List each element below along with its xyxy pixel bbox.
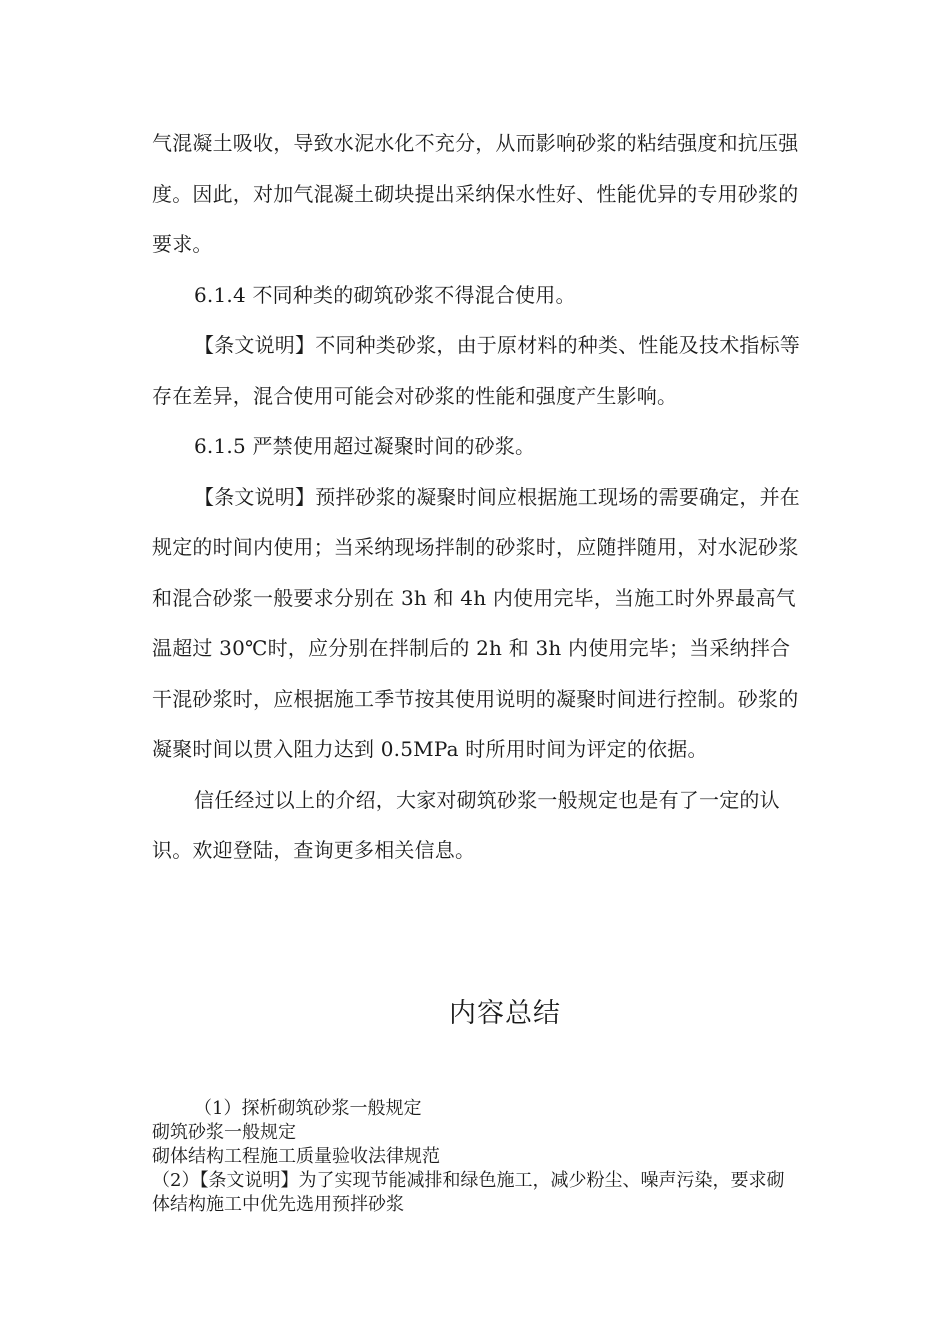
closing-paragraph: 信任经过以上的介绍，大家对砌筑砂浆一般规定也是有了一定的认识。欢迎登陆，查询更多相关信息。	[152, 787, 780, 862]
clause-6-1-5: 6.1.5 严禁使用超过凝聚时间的砂浆。	[194, 434, 536, 458]
summary-section	[152, 1097, 802, 1217]
clause-explanation-6-1-5: 【条文说明】预拌砂浆的凝聚时间应根据施工现场的需要确定，并在规定的时间内使用；当采纳现场拌制的砂浆时，应随拌随用，对水泥砂浆和混合砂浆一般要求分别在 3h 和 4h 内使用完毕，当施工时外界最高气温超过 30℃时，应分别在拌制后的 2h 和 3h 内使用完毕；当采纳拌合干混砂浆时，应根据施工季节按其使用说明的凝聚时间进行控制。砂浆的凝聚时间以贯入阻力达到 0.5MPa 时所用时间为评定的依据。	[152, 484, 800, 761]
clause-6-1-4: 6.1.4 不同种类的砌筑砂浆不得混合使用。	[194, 282, 576, 307]
summary-item-2: （2）【条文说明】为了实现节能减排和绿色施工，减少粉尘、噪声污染，要求砌体结构施工中优先选用预拌砂浆	[152, 1170, 785, 1215]
clause-explanation-6-1-4: 【条文说明】不同种类砂浆，由于原材料的种类、性能及技术指标等存在差异，混合使用可能会对砂浆的性能和强度产生影响。	[152, 333, 800, 408]
summary-line: 砌体结构工程施工质量验收法律规范	[152, 1146, 440, 1167]
paragraph-continuation: 气混凝土吸收，导致水泥水化不充分，从而影响砂浆的粘结强度和抗压强度。因此，对加气混凝土砌块提出采纳保水性好、性能优异的专用砂浆的要求。	[152, 131, 799, 256]
summary-item-1: （1）探析砌筑砂浆一般规定	[194, 1098, 422, 1119]
document-body	[152, 118, 802, 876]
summary-line: 砌筑砂浆一般规定	[152, 1122, 296, 1143]
summary-title: 内容总结	[449, 998, 561, 1029]
